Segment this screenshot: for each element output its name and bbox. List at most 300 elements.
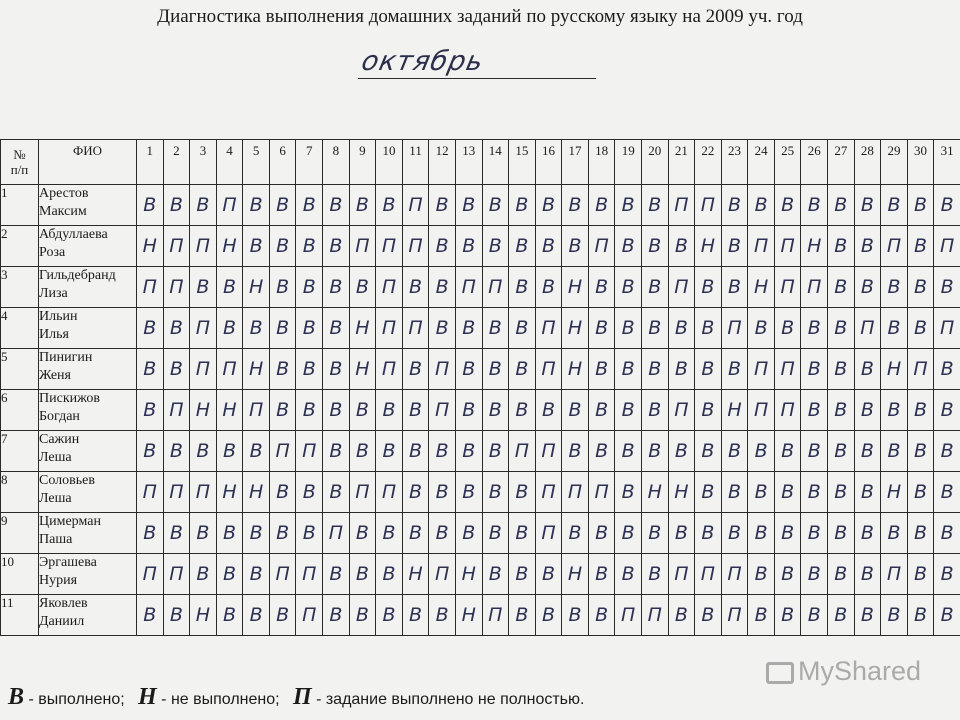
grade-mark: В: [562, 431, 589, 472]
grade-mark: В: [482, 472, 509, 513]
grade-mark: П: [323, 513, 350, 554]
watermark: [766, 656, 921, 687]
header-day: 22: [695, 140, 722, 185]
grade-mark: В: [509, 349, 536, 390]
grade-mark: В: [615, 185, 642, 226]
grade-mark: П: [535, 349, 562, 390]
grade-mark: В: [854, 226, 881, 267]
header-day: 17: [562, 140, 589, 185]
grade-mark: В: [455, 390, 482, 431]
grade-mark: В: [163, 349, 190, 390]
grade-mark: П: [376, 472, 403, 513]
legend: [8, 684, 584, 711]
grade-mark: П: [296, 595, 323, 636]
presentation-icon: [766, 662, 794, 684]
grade-mark: В: [429, 513, 456, 554]
grade-mark: В: [934, 472, 960, 513]
grade-mark: Н: [243, 472, 270, 513]
grade-mark: В: [269, 185, 296, 226]
header-day: 16: [535, 140, 562, 185]
grade-mark: П: [535, 472, 562, 513]
grade-mark: В: [721, 349, 748, 390]
grade-mark: В: [854, 390, 881, 431]
grade-mark: В: [695, 513, 722, 554]
grade-mark: В: [402, 390, 429, 431]
grade-mark: Н: [190, 390, 217, 431]
header-day: 12: [429, 140, 456, 185]
grade-mark: П: [455, 267, 482, 308]
grade-mark: П: [535, 308, 562, 349]
grade-mark: В: [881, 431, 908, 472]
header-day: 19: [615, 140, 642, 185]
grade-mark: В: [163, 595, 190, 636]
grade-mark: В: [190, 185, 217, 226]
grade-mark: В: [429, 431, 456, 472]
grade-mark: В: [349, 390, 376, 431]
grade-mark: П: [668, 267, 695, 308]
grade-mark: В: [269, 349, 296, 390]
grade-mark: П: [774, 267, 801, 308]
grade-mark: В: [668, 349, 695, 390]
grade-mark: В: [828, 267, 855, 308]
student-name: Пискижов Богдан: [39, 390, 137, 431]
student-name: Гильдебранд Лиза: [39, 267, 137, 308]
student-name: Эргашева Нурия: [39, 554, 137, 595]
grade-mark: В: [296, 185, 323, 226]
grade-mark: Н: [455, 554, 482, 595]
grade-mark: П: [774, 390, 801, 431]
grade-mark: В: [801, 185, 828, 226]
grade-mark: В: [588, 595, 615, 636]
header-day: 2: [163, 140, 190, 185]
grade-mark: В: [402, 349, 429, 390]
grade-mark: В: [296, 308, 323, 349]
grade-mark: П: [137, 267, 164, 308]
header-day: 3: [190, 140, 217, 185]
grade-mark: В: [828, 226, 855, 267]
grade-mark: В: [854, 185, 881, 226]
grade-mark: Н: [216, 472, 243, 513]
grade-mark: П: [163, 267, 190, 308]
grade-mark: П: [774, 349, 801, 390]
grade-mark: В: [907, 390, 934, 431]
grade-mark: В: [695, 595, 722, 636]
grade-mark: П: [269, 554, 296, 595]
grade-mark: В: [695, 308, 722, 349]
grade-mark: В: [854, 267, 881, 308]
grade-mark: В: [934, 513, 960, 554]
grade-mark: В: [641, 390, 668, 431]
grade-mark: В: [641, 185, 668, 226]
grade-mark: В: [615, 554, 642, 595]
grade-mark: В: [323, 595, 350, 636]
grade-mark: В: [907, 226, 934, 267]
grade-mark: В: [774, 431, 801, 472]
header-day: 8: [323, 140, 350, 185]
row-number: 9: [1, 513, 39, 554]
header-day: 9: [349, 140, 376, 185]
grade-mark: В: [349, 185, 376, 226]
grade-mark: В: [588, 431, 615, 472]
grade-mark: В: [907, 513, 934, 554]
student-row: [1, 308, 960, 349]
grade-mark: П: [934, 308, 960, 349]
grade-mark: В: [269, 226, 296, 267]
grade-mark: П: [429, 349, 456, 390]
grade-mark: П: [535, 431, 562, 472]
grade-mark: В: [801, 513, 828, 554]
grade-mark: Н: [801, 226, 828, 267]
grade-mark: В: [509, 554, 536, 595]
grade-mark: В: [588, 308, 615, 349]
grade-mark: В: [535, 226, 562, 267]
grade-mark: В: [216, 595, 243, 636]
grade-mark: В: [323, 267, 350, 308]
grade-mark: В: [854, 513, 881, 554]
grade-mark: В: [615, 390, 642, 431]
grade-mark: В: [615, 308, 642, 349]
grade-mark: П: [748, 390, 775, 431]
grade-mark: В: [588, 390, 615, 431]
grade-mark: П: [349, 472, 376, 513]
grade-mark: В: [509, 226, 536, 267]
grade-mark: П: [721, 595, 748, 636]
grade-mark: В: [243, 595, 270, 636]
grade-mark: П: [296, 431, 323, 472]
grade-mark: В: [854, 554, 881, 595]
grade-mark: В: [429, 185, 456, 226]
grade-mark: В: [216, 308, 243, 349]
grade-mark: В: [349, 431, 376, 472]
grade-mark: П: [588, 472, 615, 513]
grade-mark: В: [402, 513, 429, 554]
grade-mark: Н: [349, 308, 376, 349]
grade-mark: В: [615, 513, 642, 554]
grade-mark: В: [296, 390, 323, 431]
grade-mark: В: [562, 513, 589, 554]
grade-mark: В: [721, 472, 748, 513]
grade-mark: П: [668, 554, 695, 595]
grade-mark: В: [668, 308, 695, 349]
month-handwritten: октябрь: [358, 46, 487, 77]
grade-mark: П: [668, 390, 695, 431]
grade-mark: В: [269, 595, 296, 636]
grade-mark: В: [535, 267, 562, 308]
grade-mark: В: [323, 226, 350, 267]
grade-mark: В: [429, 226, 456, 267]
grade-mark: В: [854, 595, 881, 636]
grade-mark: В: [721, 226, 748, 267]
grade-mark: П: [376, 267, 403, 308]
student-row: [1, 595, 960, 636]
grade-mark: П: [907, 349, 934, 390]
row-number: 4: [1, 308, 39, 349]
grade-mark: В: [641, 554, 668, 595]
header-day: 23: [721, 140, 748, 185]
month-underline: [358, 78, 596, 79]
grade-mark: П: [376, 349, 403, 390]
grade-mark: В: [535, 595, 562, 636]
grade-mark: В: [190, 513, 217, 554]
grade-mark: П: [402, 185, 429, 226]
row-number: 10: [1, 554, 39, 595]
grade-mark: П: [668, 185, 695, 226]
grade-mark: В: [801, 308, 828, 349]
student-row: [1, 390, 960, 431]
watermark-text: MyShared: [798, 656, 922, 686]
student-name: Ильин Илья: [39, 308, 137, 349]
grade-mark: В: [323, 472, 350, 513]
grade-mark: В: [721, 431, 748, 472]
grade-mark: П: [854, 308, 881, 349]
grade-mark: В: [137, 513, 164, 554]
row-number: 6: [1, 390, 39, 431]
grade-mark: В: [429, 472, 456, 513]
grade-mark: В: [269, 308, 296, 349]
grade-mark: В: [163, 513, 190, 554]
grade-mark: В: [641, 513, 668, 554]
grade-mark: П: [881, 554, 908, 595]
grade-mark: П: [535, 513, 562, 554]
student-name: Цимерман Паша: [39, 513, 137, 554]
grade-mark: В: [907, 308, 934, 349]
grade-mark: Н: [562, 554, 589, 595]
grade-mark: В: [455, 185, 482, 226]
legend-p-letter: П: [292, 684, 312, 710]
grade-mark: В: [562, 595, 589, 636]
grade-mark: В: [137, 390, 164, 431]
grade-mark: В: [269, 267, 296, 308]
grade-mark: П: [349, 226, 376, 267]
grade-mark: В: [482, 554, 509, 595]
header-row: [1, 140, 960, 185]
grade-mark: В: [323, 349, 350, 390]
grade-mark: В: [482, 431, 509, 472]
header-day: 18: [588, 140, 615, 185]
grade-mark: В: [216, 554, 243, 595]
grade-mark: В: [455, 431, 482, 472]
grade-mark: В: [216, 431, 243, 472]
header-day: 25: [774, 140, 801, 185]
legend-b-letter: В: [8, 684, 25, 710]
grade-mark: В: [137, 349, 164, 390]
grade-mark: В: [695, 390, 722, 431]
grade-mark: В: [588, 267, 615, 308]
grade-mark: В: [429, 267, 456, 308]
grade-mark: П: [774, 226, 801, 267]
grade-mark: Н: [721, 390, 748, 431]
grade-mark: В: [376, 513, 403, 554]
student-name: Яковлев Даниил: [39, 595, 137, 636]
header-day: 14: [482, 140, 509, 185]
grade-mark: В: [854, 349, 881, 390]
grade-mark: П: [163, 226, 190, 267]
grade-mark: П: [721, 308, 748, 349]
grade-mark: П: [695, 185, 722, 226]
grade-mark: В: [907, 472, 934, 513]
grade-mark: В: [641, 431, 668, 472]
grade-mark: В: [907, 554, 934, 595]
row-number: 5: [1, 349, 39, 390]
grade-mark: П: [641, 595, 668, 636]
grade-mark: В: [774, 554, 801, 595]
grade-mark: П: [881, 226, 908, 267]
grade-mark: В: [137, 595, 164, 636]
grade-mark: В: [296, 267, 323, 308]
grade-mark: В: [296, 472, 323, 513]
grade-mark: В: [615, 431, 642, 472]
header-day: 1: [137, 140, 164, 185]
grade-mark: П: [137, 554, 164, 595]
grade-mark: В: [429, 308, 456, 349]
grade-mark: В: [881, 390, 908, 431]
grade-mark: В: [828, 349, 855, 390]
grade-mark: В: [509, 472, 536, 513]
grade-mark: В: [509, 267, 536, 308]
grade-mark: П: [376, 226, 403, 267]
grade-mark: В: [190, 267, 217, 308]
grade-mark: В: [721, 267, 748, 308]
grade-mark: В: [668, 431, 695, 472]
grade-mark: В: [323, 554, 350, 595]
grade-mark: В: [482, 513, 509, 554]
grade-mark: П: [402, 308, 429, 349]
header-num: № п/п: [1, 140, 39, 185]
header-day: 31: [934, 140, 960, 185]
row-number: 7: [1, 431, 39, 472]
grade-mark: Н: [881, 472, 908, 513]
grade-mark: В: [163, 431, 190, 472]
student-name: Сажин Леша: [39, 431, 137, 472]
legend-p-text: - задание выполнено не полностью.: [316, 691, 585, 708]
header-day: 27: [828, 140, 855, 185]
header-day: 26: [801, 140, 828, 185]
grade-mark: П: [482, 267, 509, 308]
grade-mark: В: [323, 308, 350, 349]
grade-mark: В: [243, 226, 270, 267]
grade-mark: В: [828, 513, 855, 554]
grade-mark: В: [668, 226, 695, 267]
grade-mark: В: [828, 185, 855, 226]
grade-mark: В: [402, 267, 429, 308]
grade-mark: П: [296, 554, 323, 595]
student-row: [1, 472, 960, 513]
grade-mark: В: [323, 390, 350, 431]
grade-mark: В: [429, 595, 456, 636]
row-number: 11: [1, 595, 39, 636]
grade-mark: Н: [695, 226, 722, 267]
grade-mark: В: [402, 595, 429, 636]
header-day: 10: [376, 140, 403, 185]
row-number: 1: [1, 185, 39, 226]
grade-mark: Н: [216, 390, 243, 431]
grade-mark: В: [801, 431, 828, 472]
grade-mark: В: [641, 308, 668, 349]
grade-mark: П: [748, 349, 775, 390]
grade-mark: В: [190, 554, 217, 595]
grade-mark: В: [615, 226, 642, 267]
header-day: 20: [641, 140, 668, 185]
grade-mark: В: [323, 431, 350, 472]
grade-mark: В: [668, 595, 695, 636]
grade-mark: В: [881, 308, 908, 349]
grade-mark: В: [296, 226, 323, 267]
grade-mark: П: [748, 226, 775, 267]
grade-mark: П: [695, 554, 722, 595]
grade-mark: Н: [748, 267, 775, 308]
grade-mark: П: [934, 226, 960, 267]
legend-b-text: - выполнено;: [28, 691, 125, 708]
grade-mark: П: [190, 308, 217, 349]
grade-mark: П: [588, 226, 615, 267]
grade-mark: В: [907, 595, 934, 636]
grade-mark: В: [243, 185, 270, 226]
grade-mark: В: [854, 472, 881, 513]
grade-mark: В: [349, 554, 376, 595]
grade-mark: В: [881, 595, 908, 636]
grade-mark: В: [828, 554, 855, 595]
grade-mark: В: [934, 185, 960, 226]
grade-mark: В: [881, 185, 908, 226]
header-day: 13: [455, 140, 482, 185]
grade-mark: П: [137, 472, 164, 513]
grade-mark: В: [748, 554, 775, 595]
grade-mark: В: [934, 390, 960, 431]
grade-mark: В: [907, 267, 934, 308]
grade-mark: В: [402, 472, 429, 513]
row-number: 8: [1, 472, 39, 513]
grade-mark: П: [190, 226, 217, 267]
grade-mark: В: [588, 349, 615, 390]
grade-mark: П: [721, 554, 748, 595]
grade-mark: Н: [243, 267, 270, 308]
grade-mark: В: [376, 390, 403, 431]
grade-mark: П: [482, 595, 509, 636]
grade-mark: В: [269, 513, 296, 554]
grade-mark: В: [455, 472, 482, 513]
grade-mark: В: [509, 513, 536, 554]
grade-mark: В: [137, 185, 164, 226]
grade-mark: В: [243, 554, 270, 595]
grade-mark: П: [615, 595, 642, 636]
grade-mark: В: [695, 472, 722, 513]
grade-mark: В: [163, 308, 190, 349]
grade-mark: Н: [402, 554, 429, 595]
grade-mark: В: [828, 595, 855, 636]
grade-mark: В: [376, 431, 403, 472]
grade-mark: П: [216, 349, 243, 390]
grade-mark: В: [455, 349, 482, 390]
grade-mark: В: [828, 431, 855, 472]
grade-mark: Н: [243, 349, 270, 390]
legend-n-letter: Н: [138, 684, 157, 710]
header-day: 29: [881, 140, 908, 185]
grade-mark: В: [482, 308, 509, 349]
grade-mark: В: [774, 308, 801, 349]
grade-mark: В: [881, 267, 908, 308]
grade-mark: В: [801, 349, 828, 390]
grade-mark: В: [509, 185, 536, 226]
grade-mark: Н: [641, 472, 668, 513]
student-row: [1, 267, 960, 308]
grade-mark: П: [429, 554, 456, 595]
grade-mark: П: [163, 554, 190, 595]
grade-mark: В: [163, 185, 190, 226]
grade-mark: В: [562, 226, 589, 267]
row-number: 2: [1, 226, 39, 267]
grade-mark: В: [828, 390, 855, 431]
grade-mark: В: [748, 595, 775, 636]
